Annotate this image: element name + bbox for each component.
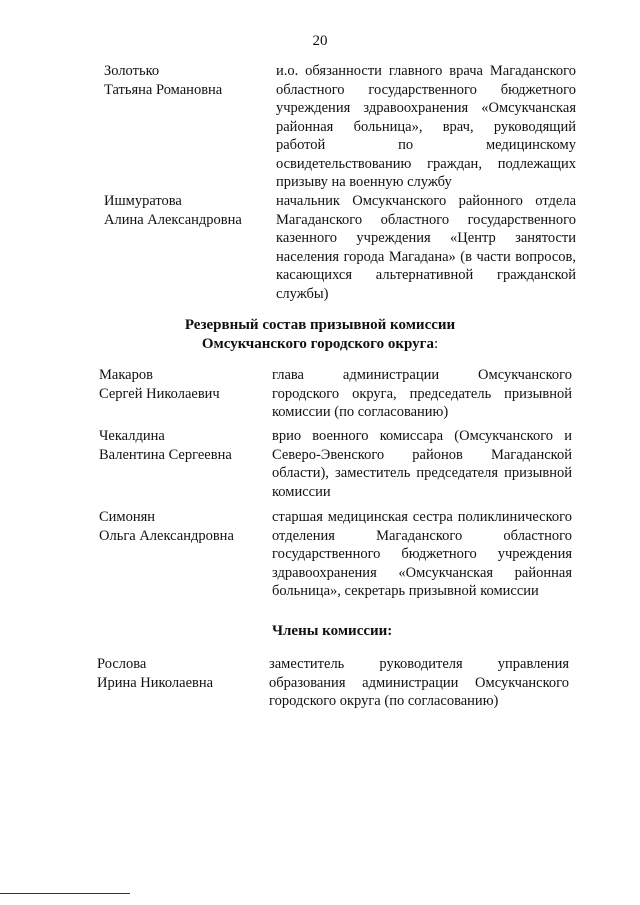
member-name: Ишмуратова Алина Александровна (104, 193, 242, 228)
member-role: начальник Омсукчанского районного отдела Магаданского областного государственного казенного учреждения «Центр занятости населения города Магадана» (в части вопросов, касающихся альтернативной гражданской службы) (276, 193, 576, 302)
member-name: Золотько Татьяна Романовна (104, 63, 223, 98)
reserve-heading-line2-text: Омсукчанского городского округа (201, 336, 434, 352)
reserve-heading-colon: : (433, 336, 439, 352)
member-role: старшая медицинская сестра поликлинического отделения Магаданского областного государственного бюджетного учреждения здравоохранения «Омсукчанская районная больница», секретарь призывной комиссии (272, 509, 572, 599)
member-name: Симонян Ольга Александровна (99, 509, 234, 544)
page-number: 20 (312, 33, 328, 49)
members-heading: Члены комиссии: (272, 623, 393, 639)
member-role: глава администрации Омсукчанского городского округа, председатель призывной комиссии (по согласованию) (272, 367, 572, 420)
member-role: врио военного комиссара (Омсукчанского и Северо-Эвенского районов Магаданской области), заместитель председателя призывной комиссии (272, 428, 572, 500)
member-role: заместитель руководителя управления образования администрации Омсукчанского городского округа (по согласованию) (269, 656, 569, 709)
footnote-rule (0, 893, 130, 894)
member-name: Макаров Сергей Николаевич (99, 367, 220, 402)
reserve-heading-line1: Резервный состав призывной комиссии (184, 317, 456, 333)
member-role: и.о. обязанности главного врача Магаданского областного государственного бюджетного учреждения здравоохранения «Омсукчанская районная больница», врач, руководящий работой по медицинскому освидетельствованию граждан, подлежащих призыву на военную службу (276, 63, 576, 190)
member-name: Чекалдина Валентина Сергеевна (99, 428, 232, 463)
reserve-heading-line2 (0, 335, 640, 354)
reserve-heading (0, 316, 640, 354)
member-name: Рослова Ирина Николаевна (97, 656, 214, 691)
